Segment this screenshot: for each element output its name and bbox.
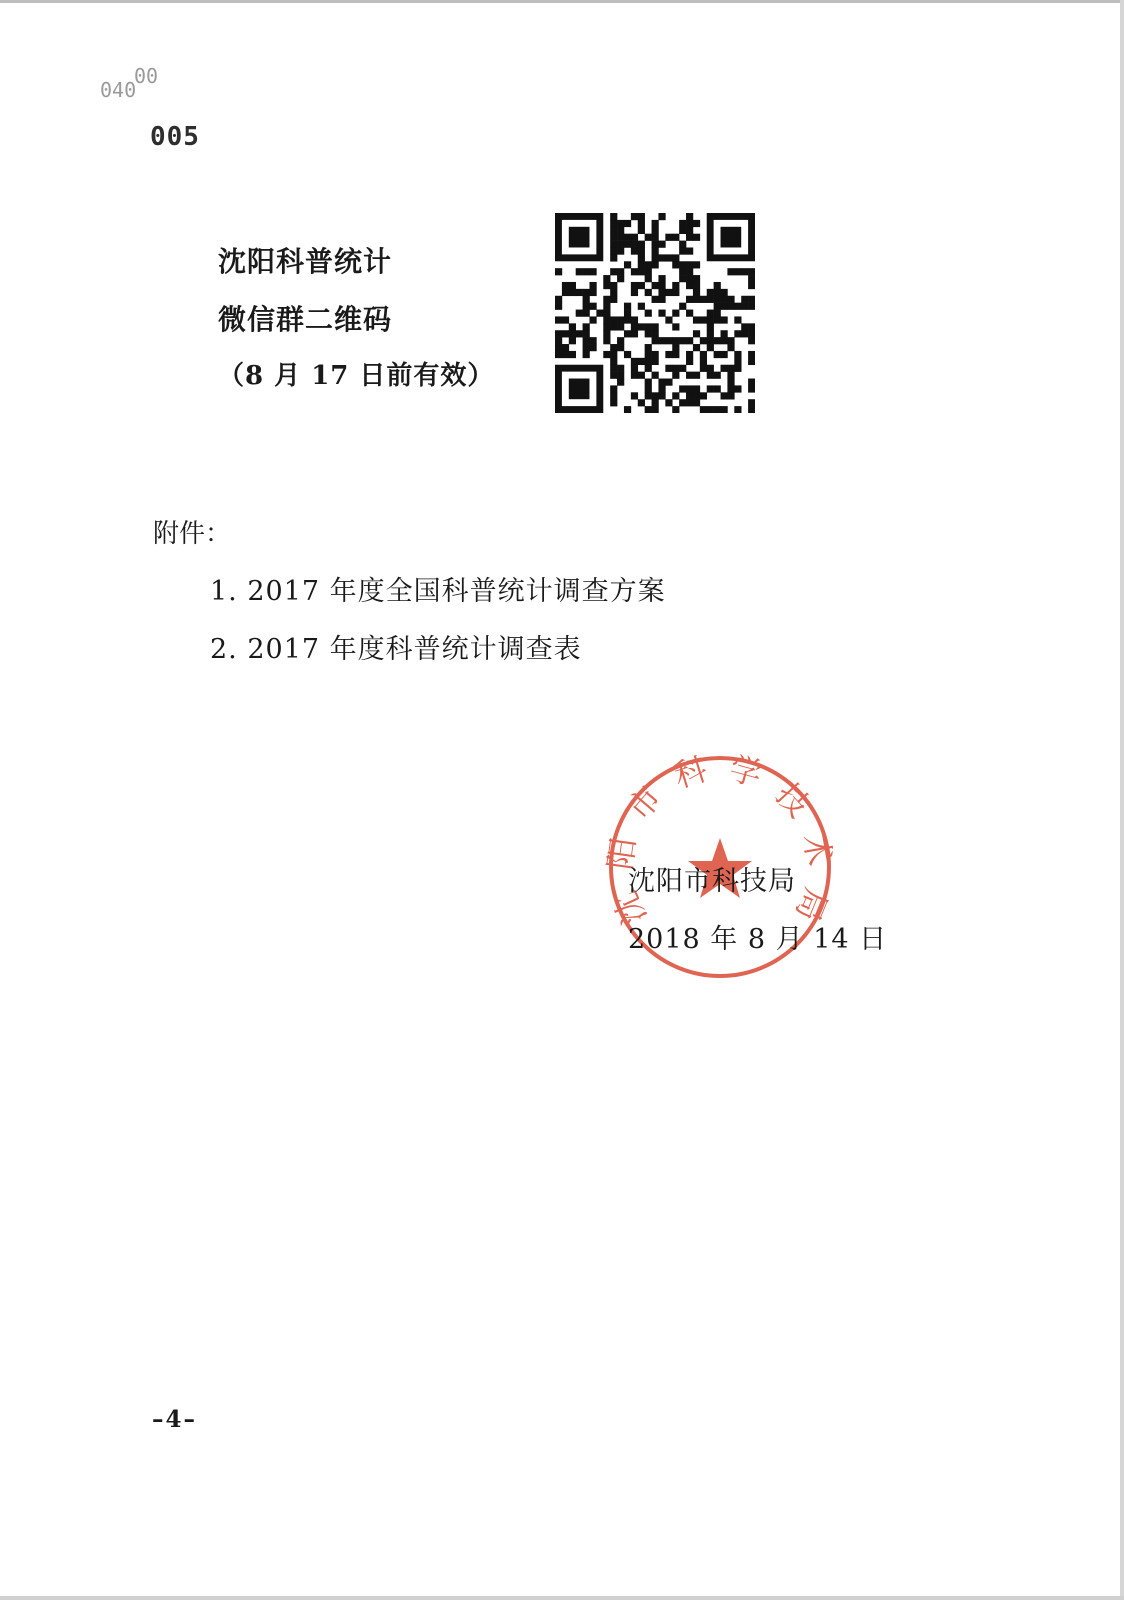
issue-date: 2018 年 8 月 14 日 xyxy=(628,924,888,955)
faint-stamp-number: 040 xyxy=(100,78,137,102)
qr-caption-line-1: 沈阳科普统计 xyxy=(218,245,393,278)
serial-number-stamp: 005 xyxy=(150,122,200,152)
seal-arc-text: 沈阳市科学技术局 xyxy=(605,752,835,931)
attachments-label: 附件： xyxy=(153,519,232,549)
wechat-group-qr-code xyxy=(555,213,755,413)
faint-stamp-number-overlay: 00 xyxy=(134,64,159,88)
qr-code-image xyxy=(555,213,755,413)
issuing-organization: 沈阳市科技局 xyxy=(628,866,796,897)
attachment-item-2: 2. 2017 年度科普统计调查表 xyxy=(210,634,582,665)
qr-validity-note: （8 月 17 日前有效） xyxy=(218,361,495,391)
scan-edge-right xyxy=(1120,0,1124,1600)
scan-edge-bottom xyxy=(0,1596,1124,1600)
scan-edge-top xyxy=(0,0,1124,3)
attachment-item-1: 1. 2017 年度全国科普统计调查方案 xyxy=(210,576,666,607)
page-number: –4– xyxy=(152,1406,198,1433)
qr-caption-line-2: 微信群二维码 xyxy=(218,303,393,336)
